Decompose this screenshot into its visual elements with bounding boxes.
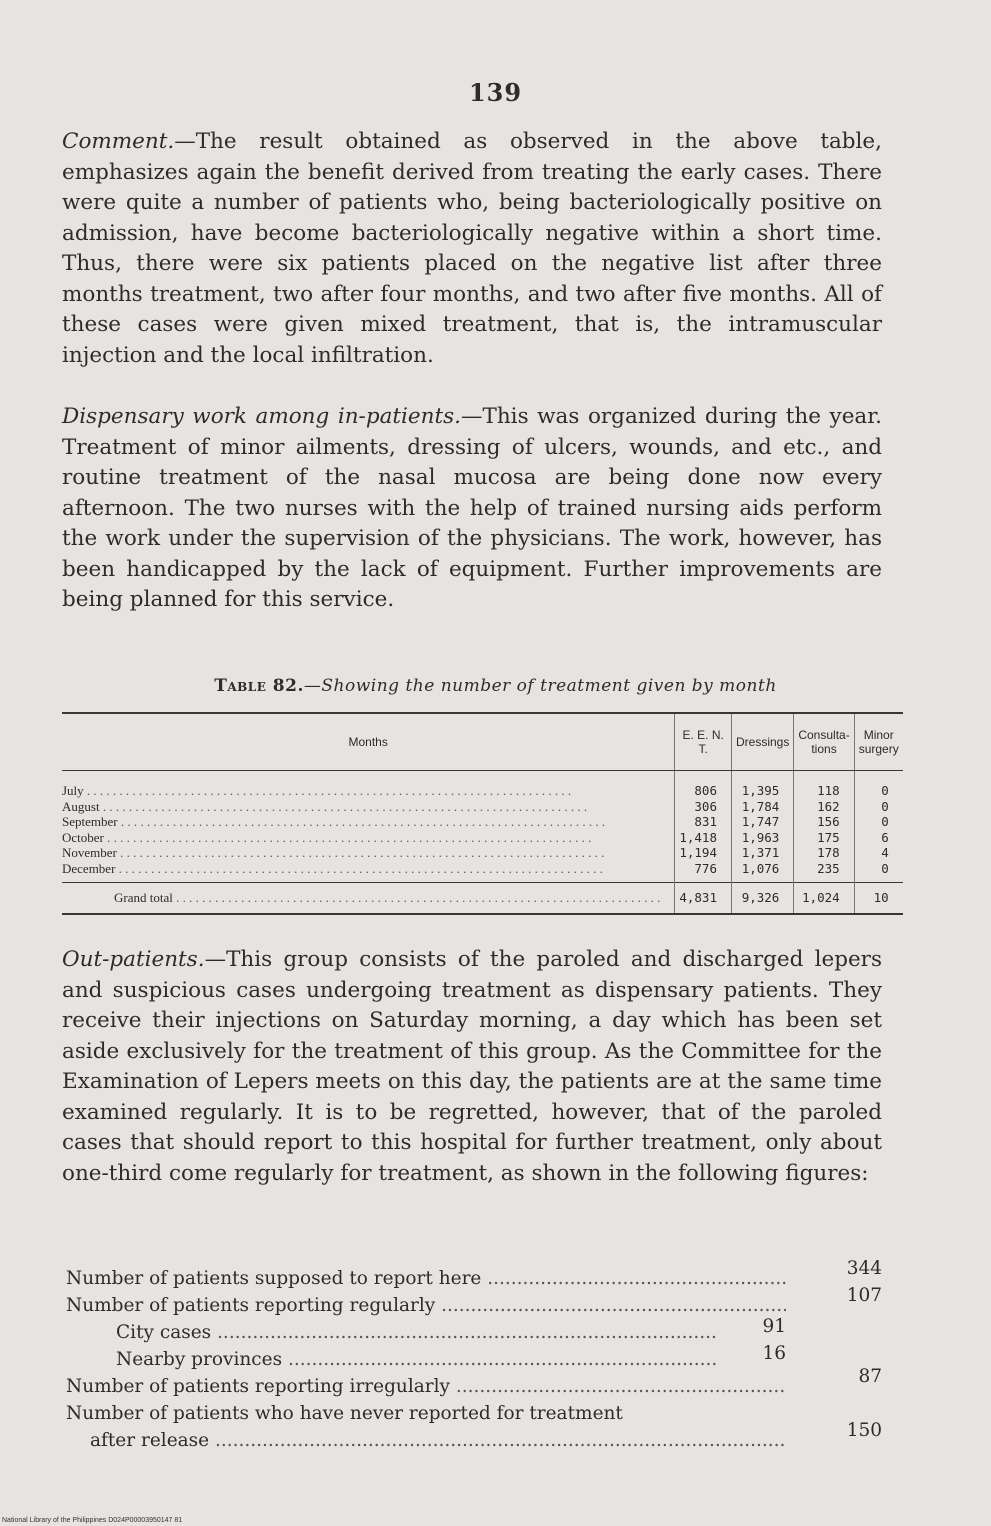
figure-label: Number of patients reporting regularly ..... <box>66 1292 786 1319</box>
header-consultations: Consulta- tions <box>794 713 854 771</box>
patient-figures-list <box>66 1258 886 1454</box>
outpatients-paragraph <box>62 945 882 1189</box>
month-cell: October . . . <box>62 830 675 846</box>
grand-total-row <box>62 883 903 915</box>
minor-surgery-cell: 0 <box>854 814 903 830</box>
minor-surgery-cell: 0 <box>854 771 903 799</box>
dispensary-text: —This was organized during the year. Treatment of minor ailments, dressing of ulcers, wounds, and etc., and routine treatment of the nasal mucosa are being done now every afternoon. The two nurses with the help of trained nursing aids perform the work under the supervision of the physicians. The work, however, has been handicapped by the lack of equipment. Further improvements are being planned for this service. <box>62 404 882 612</box>
outpatients-lead: Out-patients. <box>62 947 205 972</box>
month-cell: September . . . <box>62 814 675 830</box>
figure-label: Number of patients reporting irregularly ..... <box>66 1373 786 1400</box>
table-caption <box>0 676 991 696</box>
header-minor-surgery: Minor surgery <box>854 713 903 771</box>
page-number: 139 <box>468 78 523 107</box>
eent-cell: 776 <box>675 861 732 883</box>
month-cell: December . . . <box>62 861 675 883</box>
month-cell: July . . . <box>62 771 675 799</box>
dispensary-paragraph <box>62 402 882 616</box>
figure-value: 107 <box>846 1285 882 1306</box>
month-cell: August . . . <box>62 799 675 815</box>
dressings-cell: 1,747 <box>731 814 793 830</box>
figure-value: 16 <box>762 1343 786 1364</box>
total-minor-surgery-cell: 10 <box>854 883 903 915</box>
library-footer: National Library of the Philippines D024P00003950147 81 <box>2 1517 183 1524</box>
table-row <box>62 845 903 861</box>
total-dressings-cell: 9,326 <box>731 883 793 915</box>
consultations-cell: 178 <box>794 845 854 861</box>
figure-value: 91 <box>762 1316 786 1337</box>
consultations-cell: 156 <box>794 814 854 830</box>
comment-text: —The result obtained as observed in the above table, emphasizes again the benefit derived from treating the early cases. There were quite a number of patients who, being bacteriologically positive on admission, have become bacteriologically negative within a short time. Thus, there were six patients placed on the negative list after three months treatment, two after four months, and two after five months. All of these cases were given mixed treatment, that is, the intramuscular injection and the local infiltration. <box>62 129 882 368</box>
table-row <box>62 830 903 846</box>
treatment-table <box>62 712 903 915</box>
figure-value: 87 <box>858 1366 882 1387</box>
dispensary-lead: Dispensary work among in-patients. <box>62 404 461 429</box>
total-consultations-cell: 1,024 <box>794 883 854 915</box>
figure-row-supposed <box>66 1258 886 1292</box>
consultations-cell: 162 <box>794 799 854 815</box>
consultations-cell: 118 <box>794 771 854 799</box>
eent-cell: 1,418 <box>675 830 732 846</box>
header-eent: E. E. N. T. <box>675 713 732 771</box>
minor-surgery-cell: 6 <box>854 830 903 846</box>
figure-row-never-line2 <box>66 1420 886 1454</box>
consultations-cell: 235 <box>794 861 854 883</box>
dressings-cell: 1,371 <box>731 845 793 861</box>
figure-row-never-line1 <box>66 1400 886 1427</box>
dressings-cell: 1,076 <box>731 861 793 883</box>
table-caption-text: —Showing the number of treatment given by month <box>303 676 777 696</box>
eent-cell: 806 <box>675 771 732 799</box>
eent-cell: 831 <box>675 814 732 830</box>
minor-surgery-cell: 4 <box>854 845 903 861</box>
eent-cell: 1,194 <box>675 845 732 861</box>
total-eent-cell: 4,831 <box>675 883 732 915</box>
figure-label: Number of patients who have never reported for treatment <box>66 1403 623 1424</box>
month-cell: November . . . <box>62 845 675 861</box>
table-row <box>62 771 903 799</box>
figure-label: after release ..... <box>90 1427 786 1454</box>
dressings-cell: 1,395 <box>731 771 793 799</box>
figure-value: 150 <box>846 1420 882 1441</box>
figure-label: City cases ..... <box>116 1319 716 1346</box>
figure-value: 344 <box>846 1258 882 1279</box>
table-header-row <box>62 713 903 771</box>
comment-paragraph <box>62 127 882 371</box>
dressings-cell: 1,963 <box>731 830 793 846</box>
figure-label: Number of patients supposed to report here ..... <box>66 1265 786 1292</box>
comment-lead: Comment. <box>62 129 175 154</box>
eent-cell: 306 <box>675 799 732 815</box>
table-row <box>62 814 903 830</box>
consultations-cell: 175 <box>794 830 854 846</box>
figure-row-irregular <box>66 1366 886 1400</box>
minor-surgery-cell: 0 <box>854 799 903 815</box>
outpatients-text: —This group consists of the paroled and discharged lepers and suspicious cases undergoing treatment as dispensary patients. They receive their injections on Saturday morning, a day which has been set aside exclusively for the treatment of this group. As the Committee for the Examination of Lepers meets on this day, the patients are at the same time examined regularly. It is to be regretted, however, that of the paroled cases that should report to this hospital for further treatment, only about one-third come regularly for treatment, as shown in the following figures: <box>62 947 882 1186</box>
header-dressings: Dressings <box>731 713 793 771</box>
table-row <box>62 861 903 883</box>
header-months: Months <box>62 713 675 771</box>
minor-surgery-cell: 0 <box>854 861 903 883</box>
table-label: Table 82. <box>214 676 304 696</box>
dressings-cell: 1,784 <box>731 799 793 815</box>
total-label-cell: Grand total . . . <box>62 883 675 915</box>
figure-label: Nearby provinces ..... <box>116 1346 716 1373</box>
figure-row-nearby <box>66 1343 886 1373</box>
table-row <box>62 799 903 815</box>
